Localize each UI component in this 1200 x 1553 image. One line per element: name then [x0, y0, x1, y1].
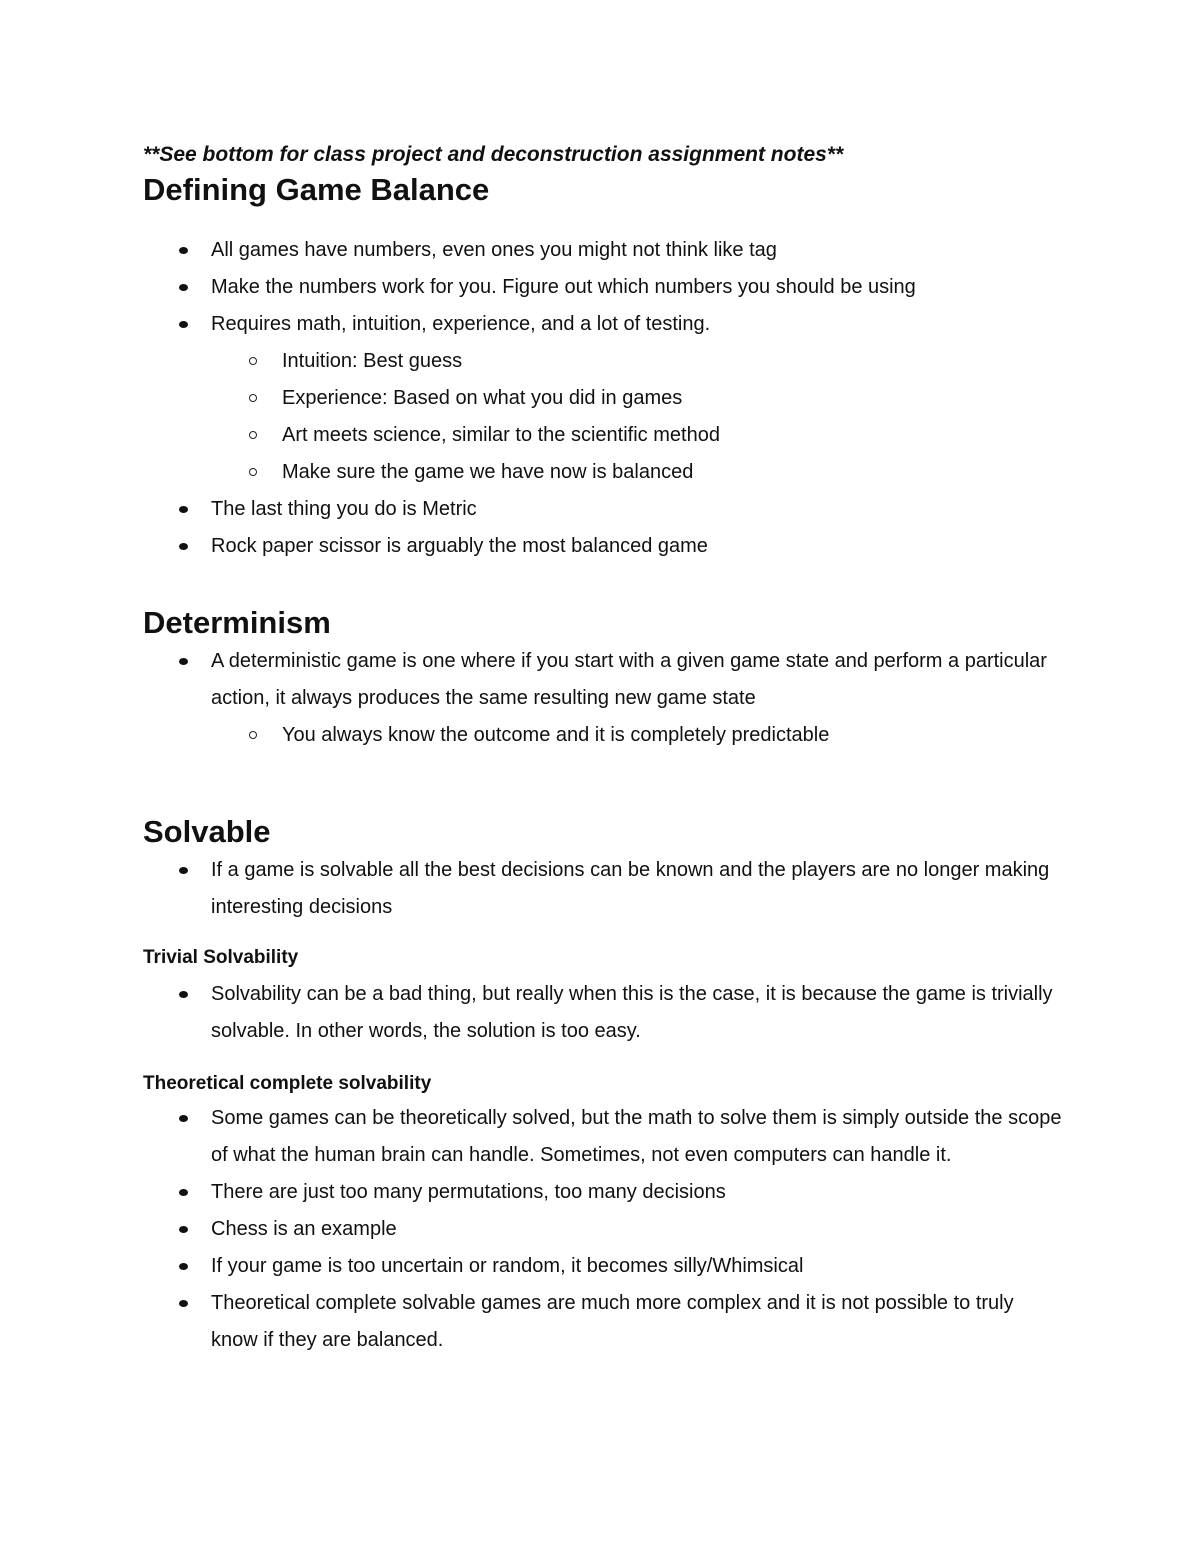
list-item: Solvability can be a bad thing, but really when this is the case, it is because the game is trivially solvable. In other words, the solution is too easy.	[143, 976, 1063, 1050]
solvable-list	[143, 852, 1063, 926]
bullet-icon	[179, 543, 188, 550]
trivial-list	[143, 976, 1063, 1050]
sublist-item: Intuition: Best guess	[143, 343, 1063, 380]
sublist-item: Experience: Based on what you did in games	[143, 380, 1063, 417]
sublist-item: Make sure the game we have now is balanced	[143, 454, 1063, 491]
bullet-icon	[179, 321, 188, 328]
bullet-icon	[179, 658, 188, 665]
balance-list	[143, 232, 1063, 343]
bullet-icon	[179, 1189, 188, 1196]
list-item: Some games can be theoretically solved, but the math to solve them is simply outside the scope of what the human brain can handle. Sometimes, not even computers can handle it.	[143, 1100, 1063, 1174]
bullet-icon	[179, 1300, 188, 1307]
list-item: If your game is too uncertain or random, it becomes silly/Whimsical	[143, 1248, 1063, 1285]
bullet-icon	[179, 247, 188, 254]
heading-trivial-solvability: Trivial Solvability	[143, 947, 299, 968]
list-item: Rock paper scissor is arguably the most balanced game	[143, 528, 1063, 565]
theoretical-list	[143, 1100, 1063, 1359]
hollow-bullet-icon	[249, 394, 257, 402]
bullet-icon	[179, 1263, 188, 1270]
list-item: There are just too many permutations, too many decisions	[143, 1174, 1063, 1211]
header-note: **See bottom for class project and deconstruction assignment notes**	[143, 143, 844, 166]
list-item: Requires math, intuition, experience, and a lot of testing.	[143, 306, 1063, 343]
list-item: The last thing you do is Metric	[143, 491, 1063, 528]
heading-defining-game-balance: Defining Game Balance	[143, 172, 490, 207]
sublist-item: Art meets science, similar to the scientific method	[143, 417, 1063, 454]
determinism-list	[143, 643, 1063, 717]
hollow-bullet-icon	[249, 357, 257, 365]
list-item: Chess is an example	[143, 1211, 1063, 1248]
bullet-icon	[179, 867, 188, 874]
hollow-bullet-icon	[249, 431, 257, 439]
hollow-bullet-icon	[249, 468, 257, 476]
list-item: A deterministic game is one where if you start with a given game state and perform a particular action, it always produces the same resulting new game state	[143, 643, 1063, 717]
determinism-sublist	[143, 717, 1063, 754]
document-page	[143, 140, 1063, 1359]
bullet-icon	[179, 991, 188, 998]
list-item: All games have numbers, even ones you might not think like tag	[143, 232, 1063, 269]
heading-theoretical-complete-solvability: Theoretical complete solvability	[143, 1073, 432, 1094]
balance-sublist	[143, 343, 1063, 491]
balance-list-continued	[143, 491, 1063, 565]
sublist-item: You always know the outcome and it is completely predictable	[143, 717, 1063, 754]
heading-solvable: Solvable	[143, 814, 271, 849]
bullet-icon	[179, 1115, 188, 1122]
list-item: Theoretical complete solvable games are much more complex and it is not possible to truly know if they are balanced.	[143, 1285, 1063, 1359]
bullet-icon	[179, 506, 188, 513]
list-item: If a game is solvable all the best decisions can be known and the players are no longer making interesting decisions	[143, 852, 1063, 926]
heading-determinism: Determinism	[143, 605, 331, 640]
bullet-icon	[179, 1226, 188, 1233]
hollow-bullet-icon	[249, 731, 257, 739]
bullet-icon	[179, 284, 188, 291]
list-item: Make the numbers work for you. Figure out which numbers you should be using	[143, 269, 1063, 306]
